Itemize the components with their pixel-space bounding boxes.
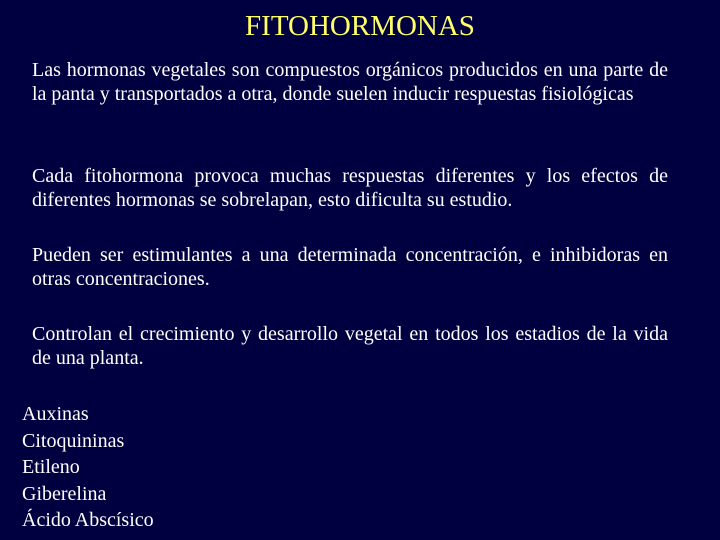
paragraph-concentration: Pueden ser estimulantes a una determinada concentración, e inhibidoras en otras concentraciones. xyxy=(32,244,668,290)
paragraph-definition: Las hormonas vegetales son compuestos orgánicos producidos en una parte de la panta y transportados a otra, donde suelen inducir respuestas fisiológicas xyxy=(32,59,668,105)
hormone-list xyxy=(22,401,154,534)
hormone-list-item: Citoquininas xyxy=(22,429,125,452)
hormone-list-item: Ácido Abscísico xyxy=(22,509,154,531)
hormone-list-item: Auxinas xyxy=(22,403,89,425)
paragraph-growth-control: Controlan el crecimiento y desarrollo vegetal en todos los estadios de la vida de una planta. xyxy=(32,323,668,369)
hormone-list-item: Etileno xyxy=(22,456,80,478)
slide-title: FITOHORMONAS xyxy=(245,10,475,42)
paragraph-multiple-responses: Cada fitohormona provoca muchas respuestas diferentes y los efectos de diferentes hormonas se sobrelapan, esto dificulta su estudio. xyxy=(32,165,668,211)
hormone-list-item: Giberelina xyxy=(22,482,107,505)
